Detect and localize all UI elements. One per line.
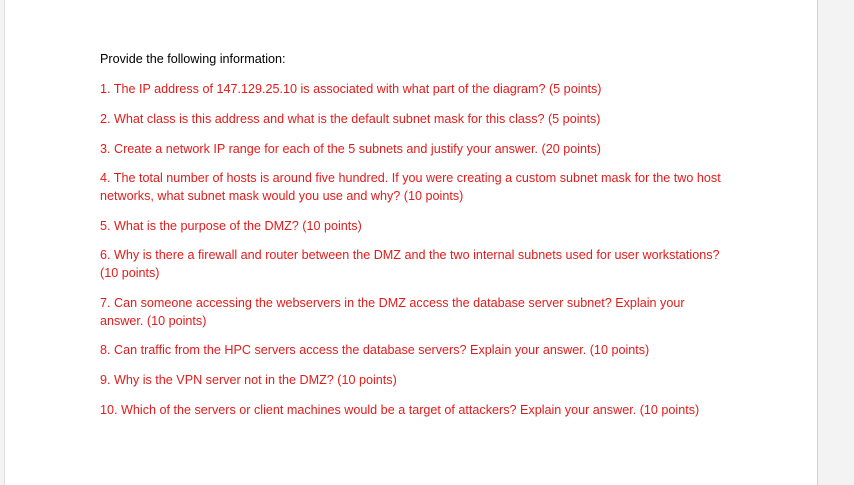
question-5: 5. What is the purpose of the DMZ? (10 points) [100, 219, 362, 233]
question-1: 1. The IP address of 147.129.25.10 is associated with what part of the diagram? (5 points) [100, 82, 602, 96]
question-4: 4. The total number of hosts is around five hundred. If you were creating a custom subnet mask for the two host networks, what subnet mask would you use and why? (10 points) [100, 171, 721, 203]
question-8: 8. Can traffic from the HPC servers access the database servers? Explain your answer. (10 points) [100, 343, 650, 357]
document-page [4, 0, 818, 485]
question-3: 3. Create a network IP range for each of the 5 subnets and justify your answer. (20 points) [100, 142, 602, 156]
question-10: 10. Which of the servers or client machines would be a target of attackers? Explain your answer. (10 points) [100, 403, 700, 417]
question-6: 6. Why is there a firewall and router between the DMZ and the two internal subnets used for user workstations? (10 points) [100, 248, 720, 280]
question-7: 7. Can someone accessing the webservers in the DMZ access the database server subnet? Explain your answer. (10 points) [100, 296, 685, 328]
document-body [100, 50, 725, 431]
question-9: 9. Why is the VPN server not in the DMZ? (10 points) [100, 373, 397, 387]
question-2: 2. What class is this address and what is the default subnet mask for this class? (5 points) [100, 112, 601, 126]
intro-paragraph: Provide the following information: [100, 52, 286, 66]
